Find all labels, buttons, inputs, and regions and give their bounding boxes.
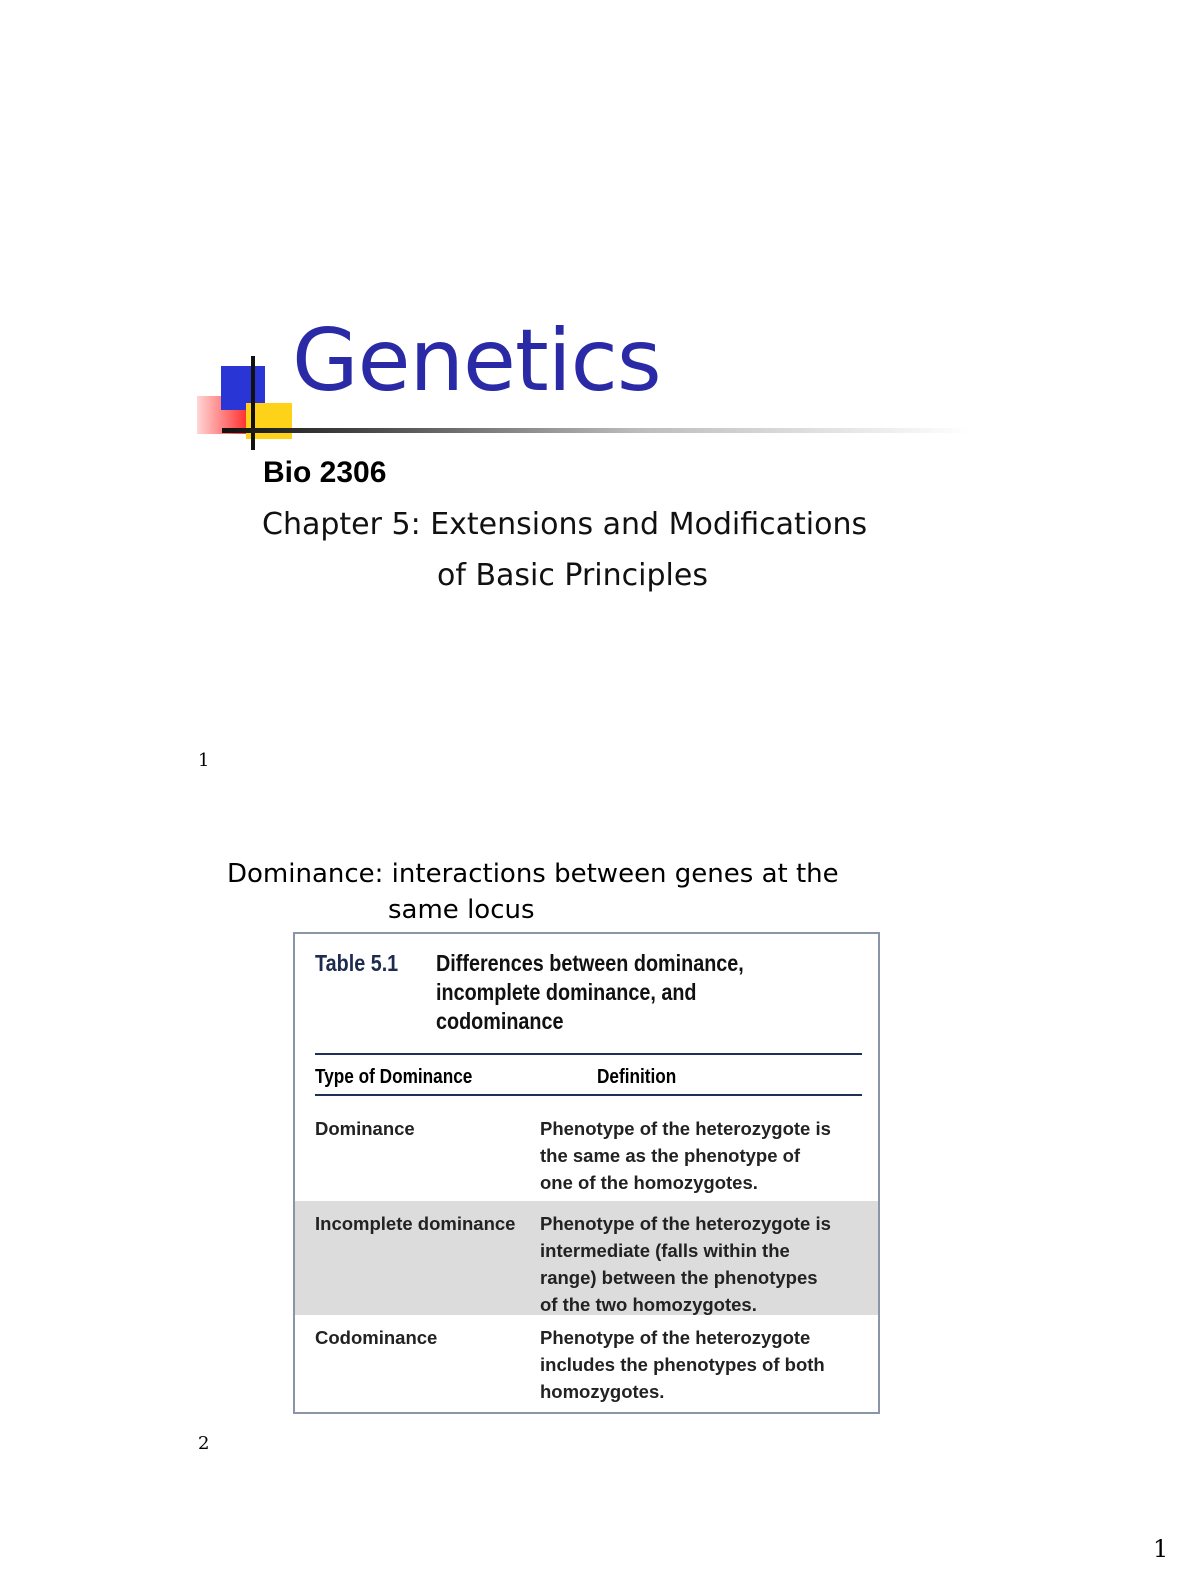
table-row <box>295 1106 878 1201</box>
definition-line: the same as the phenotype of <box>540 1145 801 1166</box>
definition-line: includes the phenotypes of both <box>540 1354 825 1375</box>
chapter-title-line-2: of Basic Principles <box>437 558 708 593</box>
definition-line: Phenotype of the heterozygote is <box>540 1118 831 1139</box>
definition-line: intermediate (falls within the <box>540 1240 790 1261</box>
row-definition <box>540 1210 870 1318</box>
definition-line: homozygotes. <box>540 1381 665 1402</box>
course-code: Bio 2306 <box>263 456 387 489</box>
slide-heading-line-1: Dominance: interactions between genes at the <box>227 859 839 889</box>
table-caption-line: Differences between dominance, <box>436 950 744 976</box>
column-header-definition: Definition <box>597 1066 677 1088</box>
slide-title: Genetics <box>292 311 661 411</box>
page-number: 1 <box>1153 1535 1169 1563</box>
definition-line: Phenotype of the heterozygote <box>540 1327 811 1348</box>
definition-line: range) between the phenotypes <box>540 1267 818 1288</box>
row-type: Incomplete dominance <box>315 1213 516 1234</box>
table-rule-header <box>315 1094 862 1096</box>
slide-number: 2 <box>198 1433 210 1454</box>
slide-heading-line-2: same locus <box>388 895 535 925</box>
table-label: Table 5.1 <box>315 950 399 976</box>
table-row <box>295 1315 878 1412</box>
row-definition <box>540 1324 870 1405</box>
chapter-title-line-1: Chapter 5: Extensions and Modifications <box>262 507 868 542</box>
table-caption-line: codominance <box>436 1008 564 1034</box>
definition-line: Phenotype of the heterozygote is <box>540 1213 831 1234</box>
dominance-table <box>293 932 880 1414</box>
definition-line: one of the homozygotes. <box>540 1172 758 1193</box>
column-header-type: Type of Dominance <box>315 1066 473 1088</box>
row-type: Codominance <box>315 1327 438 1348</box>
table-rule-top <box>315 1053 862 1055</box>
row-definition <box>540 1115 870 1196</box>
row-type: Dominance <box>315 1118 415 1139</box>
definition-line: of the two homozygotes. <box>540 1294 757 1315</box>
table-caption-line: incomplete dominance, and <box>436 979 697 1005</box>
decor-vertical-line <box>251 356 255 450</box>
slide-number: 1 <box>198 750 210 771</box>
table-row <box>295 1201 878 1315</box>
decor-horizontal-line <box>222 428 972 433</box>
